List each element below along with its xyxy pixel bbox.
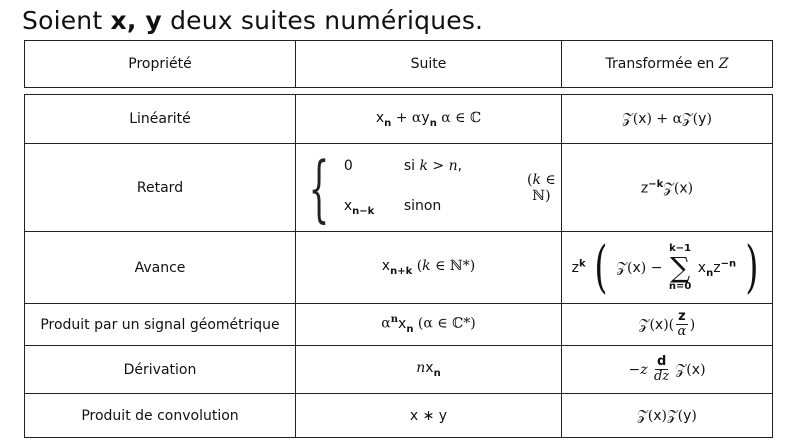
table-row (25, 394, 773, 438)
header-property: Propriété (25, 41, 296, 88)
transform-cell: 𝒵(x) + α𝒵(y) (562, 95, 773, 144)
property-cell: Produit de convolution (25, 394, 296, 438)
transform-cell: $z^{-k}𝒵(x)$ (562, 144, 773, 232)
property-cell: Dérivation (25, 346, 296, 394)
transform-cell: $z^k$ ( 𝒵(x) − k−1 ∑ n=0 $x_nz^{-n}$ ) (562, 232, 773, 304)
sequence-cell: x ∗ y (296, 394, 562, 438)
property-cell: Linéarité (25, 95, 296, 144)
property-cell: Avance (25, 232, 296, 304)
sequence-cell: $x_{n+k}$ (k ∈ ℕ*) (296, 232, 562, 304)
header-table (24, 40, 773, 88)
title-vars: x, y (110, 6, 162, 35)
header-transform: Transformée en Z (562, 41, 773, 88)
left-brace: { (308, 145, 330, 230)
header-sequence: Suite (296, 41, 562, 88)
transform-cell: −z $\frac{d}{dz}$ 𝒵(x) (562, 346, 773, 394)
table-row (25, 304, 773, 346)
table-row (25, 95, 773, 144)
piecewise-definition: { 0 si k > n, $x_{n-k}$ sinon (k ∈ ℕ) (308, 145, 556, 230)
properties-table (24, 94, 773, 438)
transform-cell: 𝒵(x)( $\frac{z}{\alpha}$ ) (562, 304, 773, 346)
sequence-cell: $x_n + \alpha y_n$ α ∈ ℂ (296, 95, 562, 144)
sequence-cell: $nx_n$ (296, 346, 562, 394)
property-cell: Produit par un signal géométrique (25, 304, 296, 346)
table-row (25, 232, 773, 304)
property-cell: Retard (25, 144, 296, 232)
page-title: Soient x, y deux suites numériques. (22, 6, 484, 35)
table-row (25, 144, 773, 232)
transform-cell: 𝒵(x)𝒵(y) (562, 394, 773, 438)
table-row (25, 346, 773, 394)
sequence-cell: $\alpha^nx_n$ (α ∈ ℂ*) (296, 304, 562, 346)
sequence-cell (296, 144, 562, 232)
header-row (25, 41, 773, 88)
summation: k−1 ∑ n=0 (668, 242, 692, 292)
